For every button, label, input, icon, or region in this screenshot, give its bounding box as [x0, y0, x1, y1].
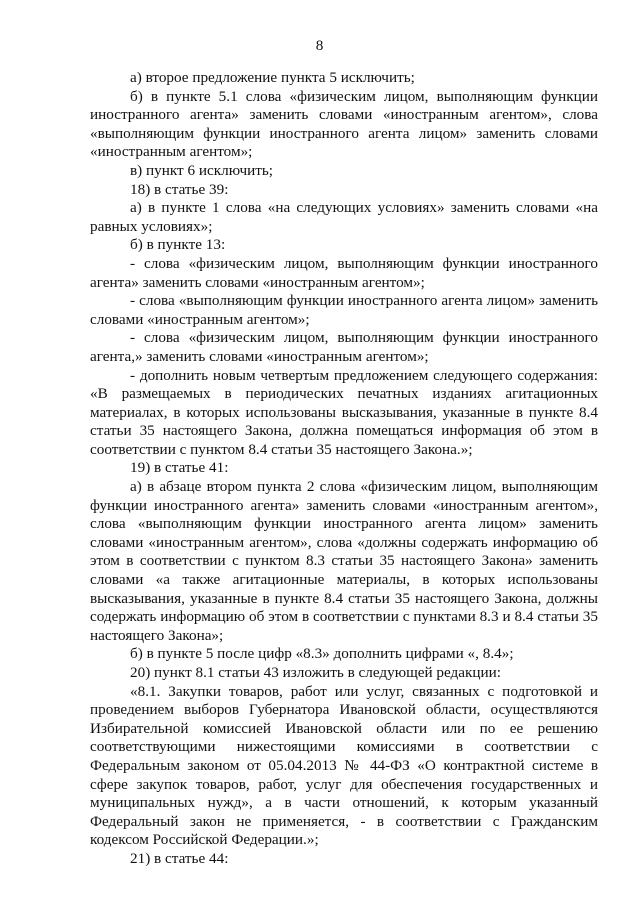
paragraph-18b-dash-1: - слова «физическим лицом, выполняющим функции иностранного агента» заменить словами «иностранным агентом»;	[90, 254, 598, 291]
paragraph-18b-dash-4: - дополнить новым четвертым предложением следующего содержания: «В размещаемых в периодических печатных изданиях агитационных материалах, в которых использованы высказывания, указанные в пункте 8.4 статьи 35 настоящего Закона, должна помещаться информация об этом в соответствии с пунктом 8.4 статьи 35 настоящего Закона.»;	[90, 366, 598, 458]
paragraph-item-20: 20) пункт 8.1 статьи 43 изложить в следующей редакции:	[130, 664, 502, 681]
paragraph-2c: в) пункт 6 исключить;	[130, 161, 274, 179]
document-body	[90, 69, 598, 869]
paragraph-2b: б) в пункте 5.1 слова «физическим лицом, выполняющим функции иностранного агента» заменить словами «иностранным агентом», слова «выполняющим функции иностранного агента лицом» заменить словами «иностранным агентом»;	[90, 87, 598, 161]
paragraph-item-19: 19) в статье 41:	[130, 459, 229, 477]
paragraph-item-21: 21) в статье 44:	[130, 849, 229, 867]
paragraph-18a: а) в пункте 1 слова «на следующих условиях» заменить словами «на равных условиях»;	[90, 199, 598, 235]
page-number: 8	[315, 37, 324, 54]
paragraph-19b: б) в пункте 5 после цифр «8.3» дополнить цифрами «, 8.4»;	[130, 645, 514, 663]
paragraph-item-18: 18) в статье 39:	[130, 180, 229, 198]
paragraph-18b-dash-3: - слова «физическим лицом, выполняющим функции иностранного агента,» заменить словами «иностранным агентом»;	[90, 329, 598, 365]
paragraph-2a: а) второе предложение пункта 5 исключить;	[130, 69, 415, 86]
paragraph-18b-dash-2: - слова «выполняющим функции иностранного агента лицом» заменить словами «иностранным агентом»;	[90, 292, 598, 328]
paragraph-19a: а) в абзаце втором пункта 2 слова «физическим лицом, выполняющим функции иностранного агента» заменить словами «иностранным агентом», слова «выполняющим функции иностранного агента лицом» заменить словами «иностранным агентом», слова «должны содержать информацию об этом в соответствии с пунктом 8.3 статьи 35 настоящего Закона» заменить словами «а также агитационные материалы, в которых использованы высказывания, указанные в пункте 8.4 статьи 35 настоящего Закона, должны содержать информацию об этом в соответствии с пунктами 8.3 и 8.4 статьи 35 настоящего Закона»;	[90, 478, 598, 644]
paragraph-18b: б) в пункте 13:	[130, 236, 226, 254]
paragraph-20-quote: «8.1. Закупки товаров, работ или услуг, связанных с подготовкой и проведением выборов Губернатора Ивановской области, осуществляются Избирательной комиссией Ивановской области или по ее решению соответствующими нижестоящими комиссиями в соответствии с Федеральным законом от 05.04.2013 № 44-ФЗ «О контрактной системе в сфере закупок товаров, работ, услуг для обеспечения государственных и муниципальных нужд», а в части отношений, к которым указанный Федеральный закон не применяется, - в соответствии с Гражданским кодексом Российской Федерации.»;	[90, 682, 598, 849]
